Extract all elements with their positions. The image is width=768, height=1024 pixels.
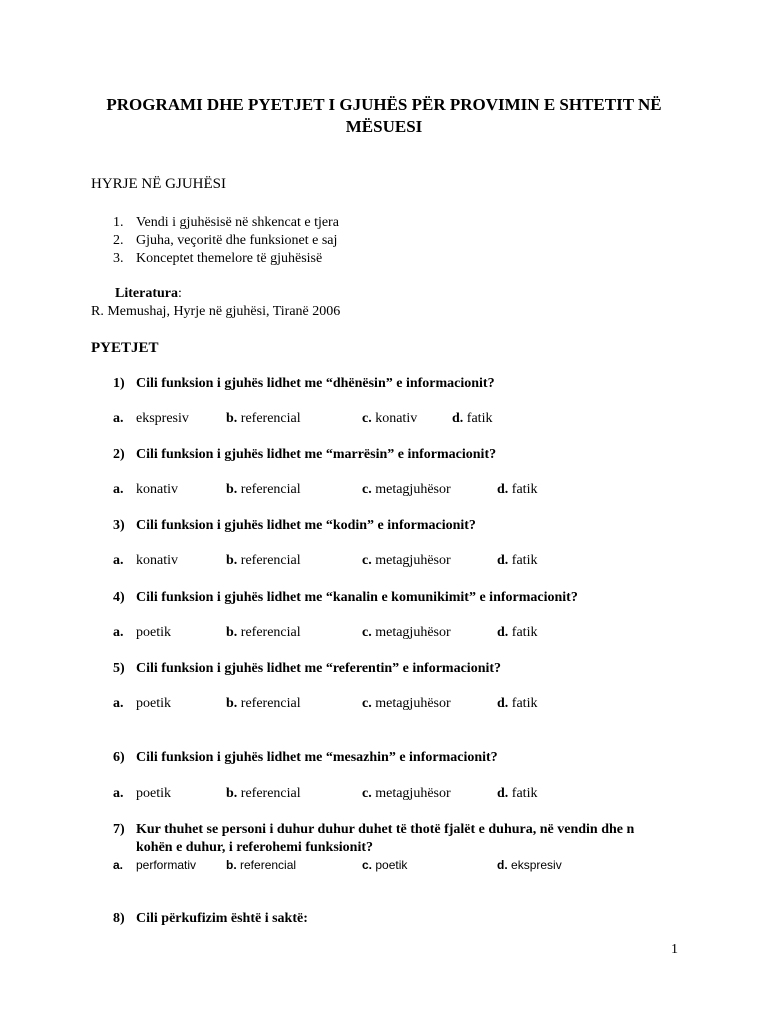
option-letter: b. [226, 482, 238, 497]
question-number: 6) [113, 750, 125, 765]
list-item-text: Vendi i gjuhësisë në shkencat e tjera [136, 215, 339, 230]
question-text: Cili funksion i gjuhës lidhet me “dhënësin” e informacionit? [136, 376, 495, 391]
option-text: referencial [240, 482, 301, 497]
list-item-number: 1. [113, 215, 124, 230]
option-b[interactable] [226, 553, 301, 569]
option-letter: c. [362, 786, 372, 801]
option-text: referencial [240, 411, 301, 426]
option-b[interactable] [226, 411, 301, 427]
option-text: fatik [511, 625, 538, 640]
option-text: poetik [136, 696, 171, 711]
option-text: fatik [511, 553, 538, 568]
question-number: 8) [113, 911, 125, 926]
option-c[interactable] [362, 553, 451, 569]
option-letter: c. [362, 482, 372, 497]
option-b[interactable] [226, 786, 301, 802]
literature-label-text: Literatura [115, 286, 178, 301]
section-heading-intro: HYRJE NË GJUHËSI [91, 176, 226, 192]
option-letter: b. [226, 411, 238, 426]
question-number: 3) [113, 518, 125, 533]
option-d[interactable] [497, 553, 537, 569]
page-title-line-2: MËSUESI [345, 117, 423, 136]
question-text: Cili funksion i gjuhës lidhet me “mesazhin” e informacionit? [136, 750, 498, 765]
option-d[interactable] [452, 411, 492, 427]
list-item-text: Gjuha, veçoritë dhe funksionet e saj [136, 233, 338, 248]
option-c[interactable] [362, 786, 451, 802]
option-a[interactable] [113, 553, 178, 569]
option-b[interactable] [226, 696, 301, 712]
option-b[interactable] [226, 858, 296, 872]
option-c[interactable] [362, 696, 451, 712]
literature-label [115, 286, 182, 302]
option-text: fatik [466, 411, 493, 426]
question-number: 7) [113, 822, 125, 837]
option-a[interactable] [113, 411, 189, 427]
option-letter: b. [226, 786, 238, 801]
option-letter: b. [226, 625, 238, 640]
option-text: referencial [240, 858, 297, 872]
option-text: poetik [375, 858, 408, 872]
question-number: 4) [113, 590, 125, 605]
option-d[interactable] [497, 482, 537, 498]
option-text: poetik [136, 625, 171, 640]
option-letter: d. [497, 482, 509, 497]
option-letter: d. [497, 625, 509, 640]
option-letter: d. [497, 553, 509, 568]
option-text: metagjuhësor [375, 553, 451, 568]
option-text: poetik [136, 786, 171, 801]
option-letter: d. [497, 858, 508, 872]
option-a[interactable] [113, 786, 171, 802]
literature-colon: : [177, 286, 182, 301]
option-letter: a. [113, 482, 124, 497]
option-text: referencial [240, 786, 301, 801]
list-item-text: Konceptet themelore të gjuhësisë [136, 251, 323, 266]
option-text: fatik [511, 696, 538, 711]
option-c[interactable] [362, 625, 451, 641]
section-heading-questions: PYETJET [91, 340, 159, 356]
option-text: metagjuhësor [375, 482, 451, 497]
list-item-number: 3. [113, 251, 124, 266]
option-d[interactable] [497, 696, 537, 712]
option-text: referencial [240, 696, 301, 711]
option-text: fatik [511, 482, 538, 497]
question-text: Cili përkufizim është i saktë: [136, 911, 308, 926]
option-text: konativ [136, 553, 178, 568]
option-c[interactable] [362, 482, 451, 498]
question-text: Cili funksion i gjuhës lidhet me “marrësin” e informacionit? [136, 447, 497, 462]
option-letter: b. [226, 553, 238, 568]
option-text: referencial [240, 625, 301, 640]
option-letter: a. [113, 411, 124, 426]
question-text: Cili funksion i gjuhës lidhet me “kodin” e informacionit? [136, 518, 476, 533]
option-letter: a. [113, 858, 124, 872]
option-c[interactable] [362, 411, 417, 427]
question-number: 5) [113, 661, 125, 676]
option-letter: d. [497, 696, 509, 711]
question-text-line-2: kohën e duhur, i referohemi funksionit? [136, 840, 374, 855]
option-text: ekspresiv [136, 411, 189, 426]
option-text: metagjuhësor [375, 625, 451, 640]
option-letter: d. [452, 411, 464, 426]
option-letter: c. [362, 411, 372, 426]
option-text: metagjuhësor [375, 696, 451, 711]
option-c[interactable] [362, 858, 407, 872]
option-letter: b. [226, 858, 237, 872]
option-b[interactable] [226, 482, 301, 498]
option-d[interactable] [497, 786, 537, 802]
option-text: ekspresiv [511, 858, 562, 872]
option-letter: a. [113, 553, 124, 568]
option-letter: d. [497, 786, 509, 801]
option-letter: c. [362, 553, 372, 568]
page-number: 1 [671, 942, 678, 957]
option-b[interactable] [226, 625, 301, 641]
option-text: metagjuhësor [375, 786, 451, 801]
option-letter: c. [362, 625, 372, 640]
option-a[interactable] [113, 625, 171, 641]
option-d[interactable] [497, 858, 562, 872]
option-letter: a. [113, 696, 124, 711]
page-title-line-1: PROGRAMI DHE PYETJET I GJUHËS PËR PROVIMIN E SHTETIT NË [106, 95, 662, 114]
option-letter: a. [113, 625, 124, 640]
option-a[interactable] [113, 696, 171, 712]
option-letter: c. [362, 858, 373, 872]
option-a[interactable] [113, 858, 197, 872]
literature-reference: R. Memushaj, Hyrje në gjuhësi, Tiranë 2006 [91, 304, 341, 319]
option-a[interactable] [113, 482, 178, 498]
question-text-line-1: Kur thuhet se personi i duhur duhur duhet të thotë fjalët e duhura, në vendin dhe n [136, 822, 635, 837]
question-number: 1) [113, 376, 125, 391]
question-number: 2) [113, 447, 125, 462]
option-text: performativ [136, 858, 197, 872]
option-text: konativ [375, 411, 418, 426]
option-letter: c. [362, 696, 372, 711]
option-letter: a. [113, 786, 124, 801]
question-text: Cili funksion i gjuhës lidhet me “referentin” e informacionit? [136, 661, 502, 676]
option-letter: b. [226, 696, 238, 711]
question-text: Cili funksion i gjuhës lidhet me “kanalin e komunikimit” e informacionit? [136, 590, 578, 605]
option-text: referencial [240, 553, 301, 568]
option-d[interactable] [497, 625, 537, 641]
option-text: konativ [136, 482, 178, 497]
list-item-number: 2. [113, 233, 124, 248]
option-text: fatik [511, 786, 538, 801]
